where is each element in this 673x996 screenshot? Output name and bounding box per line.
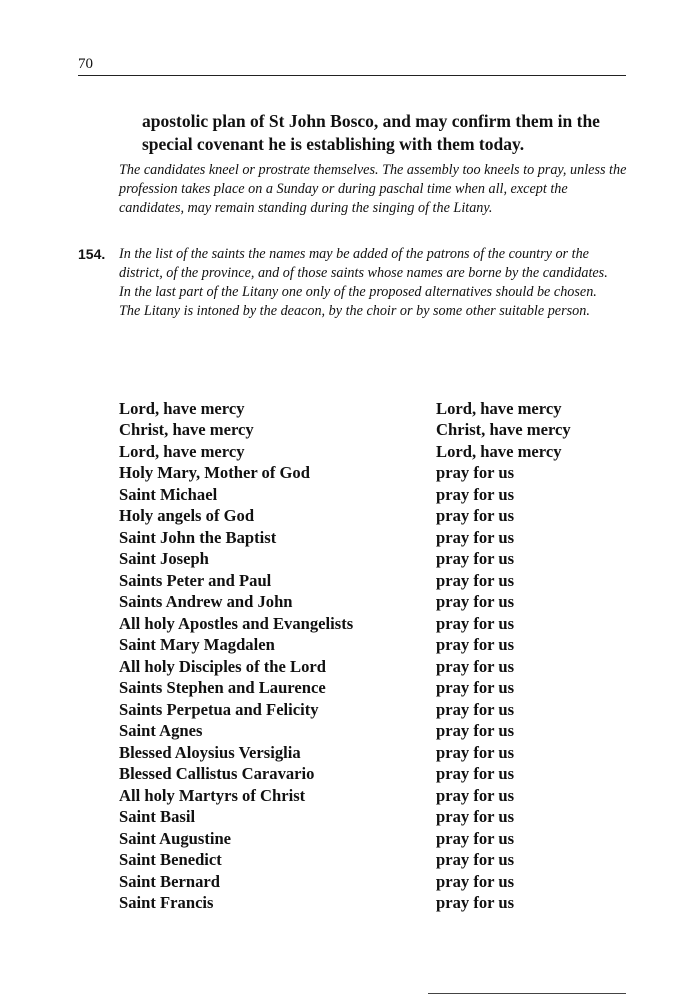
- litany-response: pray for us: [436, 807, 515, 827]
- litany-response: pray for us: [436, 699, 515, 719]
- rubric-paragraph: In the list of the saints the names may be added of the patrons of the country or the district, of the province, and of those saints whose names are borne by the candidates.: [119, 246, 608, 281]
- litany-invocation: Saints Andrew and John: [119, 592, 293, 612]
- litany-response: pray for us: [436, 893, 515, 913]
- litany-response: pray for us: [436, 506, 515, 526]
- litany-invocation: Saint Basil: [119, 807, 196, 827]
- litany-response: pray for us: [436, 570, 515, 590]
- litany-response: pray for us: [436, 549, 515, 569]
- litany-invocation: Saint Michael: [119, 484, 218, 504]
- litany-invocation: Saint Agnes: [119, 721, 203, 741]
- litany-row: [119, 484, 639, 506]
- litany-invocation: Blessed Callistus Caravario: [119, 764, 315, 784]
- litany-row: [119, 871, 639, 893]
- litany-response: pray for us: [436, 678, 515, 698]
- litany-response: Lord, have mercy: [436, 441, 562, 461]
- litany-invocation: Saint Joseph: [119, 549, 209, 569]
- litany-response: pray for us: [436, 764, 515, 784]
- litany-invocation: Lord, have mercy: [119, 398, 245, 418]
- litany-row: [119, 893, 639, 915]
- litany-invocation: Saint Mary Magdalen: [119, 635, 275, 655]
- litany-row: [119, 807, 639, 829]
- litany-response: pray for us: [436, 463, 515, 483]
- rubric-paragraph: The Litany is intoned by the deacon, by the choir or by some other suitable person.: [119, 303, 590, 319]
- litany-row: [119, 764, 639, 786]
- litany-row: [119, 549, 639, 571]
- litany-response: pray for us: [436, 721, 515, 741]
- litany-invocation: Saints Stephen and Laurence: [119, 678, 326, 698]
- litany-invocation: Christ, have mercy: [119, 420, 254, 440]
- page-number: 70: [78, 56, 93, 72]
- header-rule: [78, 75, 626, 76]
- litany-invocation: Holy Mary, Mother of God: [119, 463, 310, 483]
- rubric-instruction: [119, 161, 631, 218]
- litany-invocation: All holy Apostles and Evangelists: [119, 613, 354, 633]
- litany-row: [119, 506, 639, 528]
- litany-row: [119, 678, 639, 700]
- litany-invocation: Lord, have mercy: [119, 441, 245, 461]
- litany-response: pray for us: [436, 635, 515, 655]
- section-154-rubric: [119, 245, 631, 321]
- litany-row: [119, 463, 639, 485]
- litany-response: pray for us: [436, 484, 515, 504]
- litany-row: [119, 527, 639, 549]
- litany-row: [119, 785, 639, 807]
- litany-list: [119, 398, 639, 914]
- litany-invocation: Saints Perpetua and Felicity: [119, 699, 319, 719]
- rubric-paragraph: In the last part of the Litany one only of the proposed alternatives should be chosen.: [119, 284, 597, 300]
- litany-row: [119, 420, 639, 442]
- litany-invocation: Blessed Aloysius Versiglia: [119, 742, 301, 762]
- litany-invocation: Saint John the Baptist: [119, 527, 277, 547]
- litany-response: pray for us: [436, 656, 515, 676]
- litany-invocation: Saint Benedict: [119, 850, 222, 870]
- litany-response: pray for us: [436, 850, 515, 870]
- rubric-paragraph: The candidates kneel or prostrate themselves. The assembly too kneels to pray, unless the profession takes place on a Sunday or during paschal time when all, except the candidates, may remain standing during the singing of the Litany.: [119, 162, 627, 216]
- litany-invocation: Holy angels of God: [119, 506, 255, 526]
- litany-invocation: Saints Peter and Paul: [119, 570, 272, 590]
- litany-invocation: Saint Bernard: [119, 871, 220, 891]
- litany-invocation: Saint Augustine: [119, 828, 232, 848]
- litany-response: pray for us: [436, 785, 515, 805]
- litany-row: [119, 635, 639, 657]
- footer-rule: [428, 993, 626, 994]
- litany-row: [119, 570, 639, 592]
- litany-response: pray for us: [436, 592, 515, 612]
- litany-row: [119, 699, 639, 721]
- litany-row: [119, 742, 639, 764]
- litany-response: pray for us: [436, 742, 515, 762]
- litany-row: [119, 656, 639, 678]
- litany-response: Lord, have mercy: [436, 398, 562, 418]
- litany-row: [119, 850, 639, 872]
- litany-response: pray for us: [436, 871, 515, 891]
- prayer-continuation: apostolic plan of St John Bosco, and may confirm them in the special covenant he is establishing with them today.: [142, 111, 600, 154]
- litany-row: [119, 721, 639, 743]
- litany-response: pray for us: [436, 527, 515, 547]
- litany-invocation: All holy Disciples of the Lord: [119, 656, 326, 676]
- litany-row: [119, 398, 639, 420]
- litany-response: Christ, have mercy: [436, 420, 571, 440]
- litany-response: pray for us: [436, 613, 515, 633]
- litany-invocation: All holy Martyrs of Christ: [119, 785, 306, 805]
- litany-row: [119, 592, 639, 614]
- litany-row: [119, 613, 639, 635]
- litany-row: [119, 441, 639, 463]
- litany-row: [119, 828, 639, 850]
- litany-response: pray for us: [436, 828, 515, 848]
- litany-invocation: Saint Francis: [119, 893, 214, 913]
- section-number: 154.: [78, 246, 106, 262]
